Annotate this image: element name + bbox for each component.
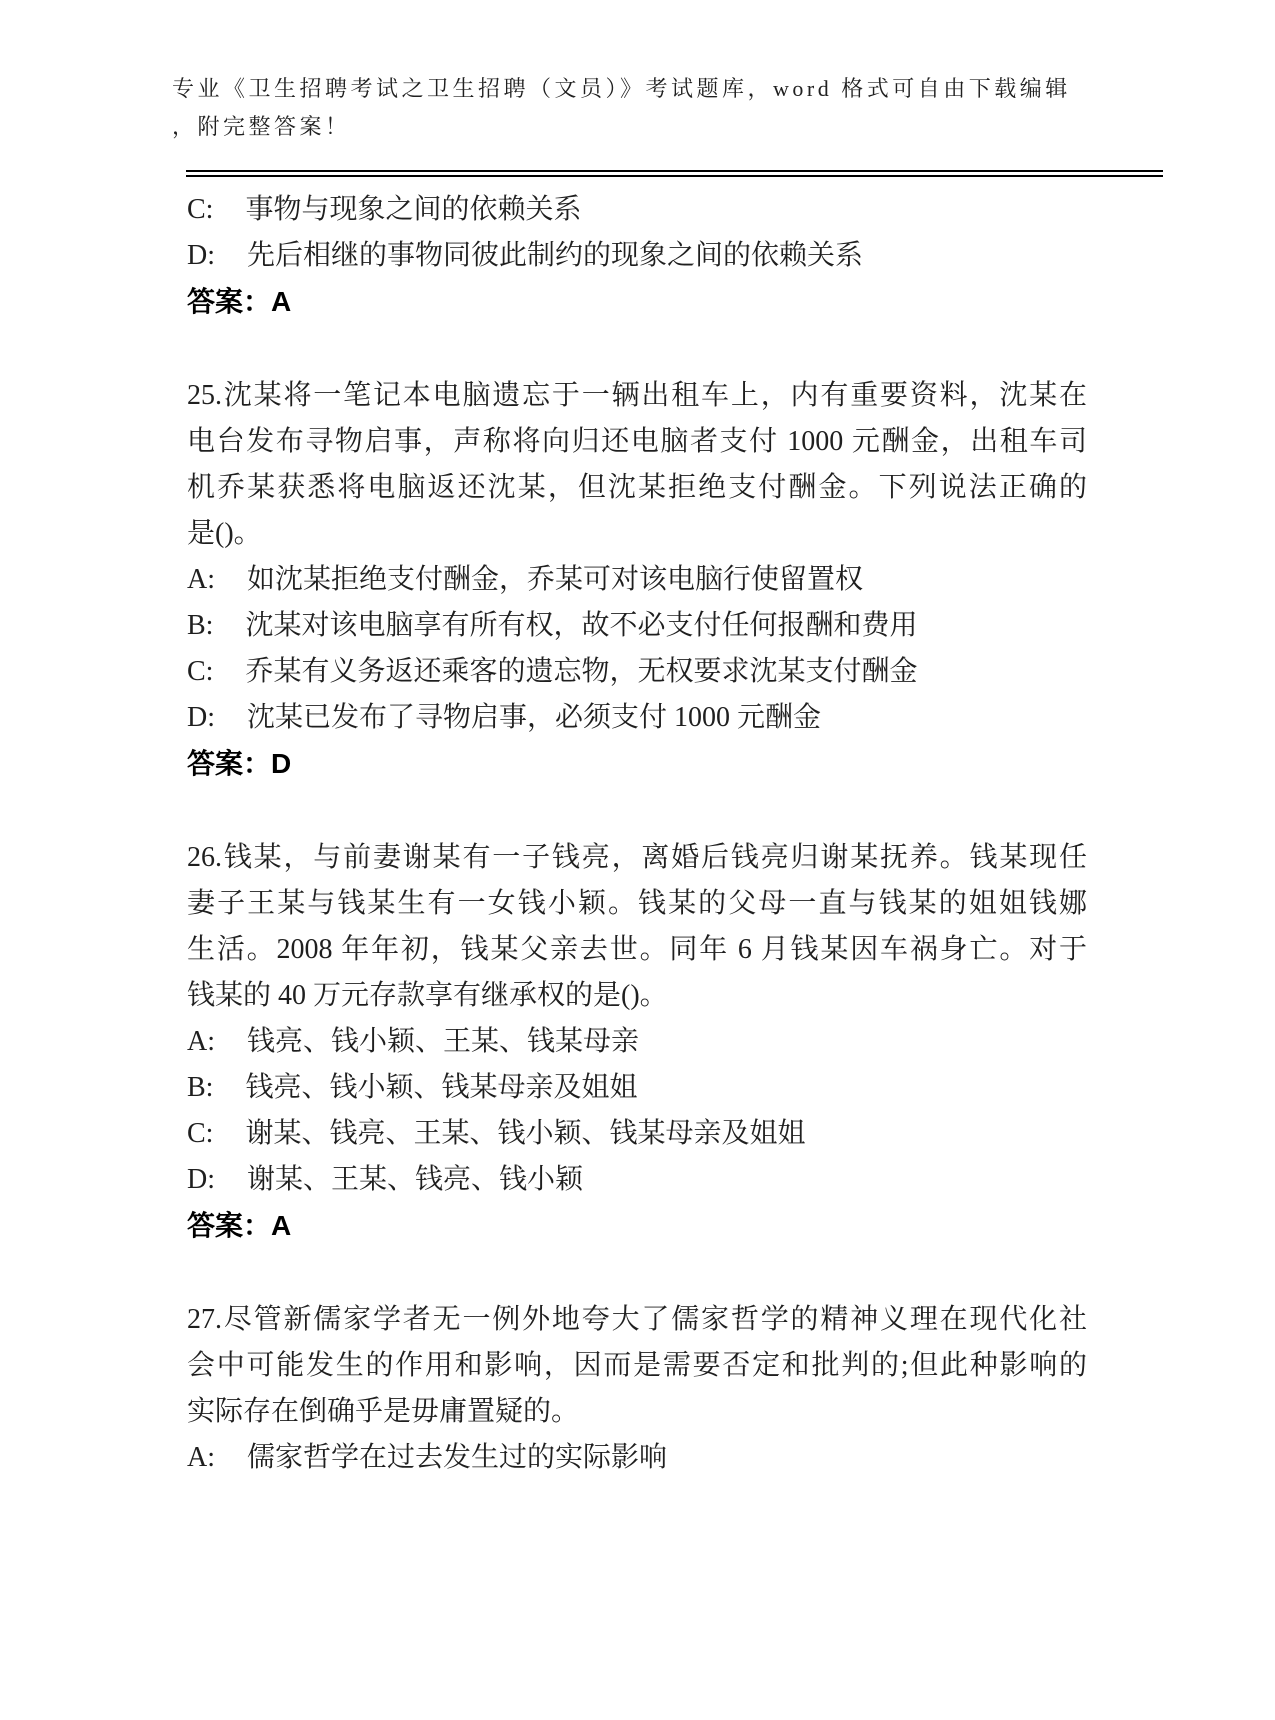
option-text: 沈某已发布了寻物启事，必须支付 1000 元酬金 — [247, 702, 822, 733]
question-line: 会中可能发生的作用和影响，因而是需要否定和批判的;但此种影响的 — [187, 1350, 1087, 1381]
option-label: C: — [187, 194, 214, 225]
question-line: 是()。 — [187, 518, 262, 549]
question-paragraph — [187, 835, 1087, 1019]
option-row — [187, 1019, 1087, 1065]
question-line: 实际存在倒确乎是毋庸置疑的。 — [187, 1396, 580, 1427]
option-text: 沈某对该电脑享有所有权，故不必支付任何报酬和费用 — [245, 610, 918, 641]
option-label: C: — [187, 656, 214, 687]
option-label: B: — [187, 610, 214, 641]
option-label: C: — [187, 1118, 214, 1149]
option-label: D: — [187, 702, 215, 733]
answer-line: 答案：A — [187, 286, 292, 317]
option-text: 事物与现象之间的依赖关系 — [245, 194, 582, 225]
header-text-line-1: 专业《卫生招聘考试之卫生招聘（文员）》考试题库，word 格式可自由下载编辑 — [172, 76, 1071, 101]
answer-line: 答案：D — [187, 748, 292, 779]
option-text: 乔某有义务返还乘客的遗忘物，无权要求沈某支付酬金 — [245, 656, 918, 687]
option-label: A: — [187, 1026, 215, 1057]
option-label: B: — [187, 1072, 214, 1103]
option-label: D: — [187, 240, 215, 271]
option-row — [187, 1157, 1087, 1203]
header-divider — [186, 170, 1163, 177]
question-line: 25.沈某将一笔记本电脑遗忘于一辆出租车上，内有重要资料，沈某在 — [187, 380, 1087, 411]
option-label: A: — [187, 1442, 215, 1473]
question-line: 生活。2008 年年初，钱某父亲去世。同年 6 月钱某因车祸身亡。对于 — [187, 934, 1087, 965]
option-row — [187, 187, 1087, 233]
question-line: 电台发布寻物启事，声称将向归还电脑者支付 1000 元酬金，出租车司 — [187, 426, 1087, 457]
option-text: 先后相继的事物同彼此制约的现象之间的依赖关系 — [247, 240, 864, 271]
option-row — [187, 603, 1087, 649]
option-text: 谢某、钱亮、王某、钱小颖、钱某母亲及姐姐 — [245, 1118, 806, 1149]
option-text: 儒家哲学在过去发生过的实际影响 — [247, 1442, 668, 1473]
option-row — [187, 649, 1087, 695]
question-line: 机乔某获悉将电脑返还沈某，但沈某拒绝支付酬金。下列说法正确的 — [187, 472, 1087, 503]
question-line: 钱某的 40 万元存款享有继承权的是()。 — [187, 980, 668, 1011]
question-paragraph — [187, 373, 1087, 557]
option-row — [187, 1435, 1087, 1481]
document-body — [187, 177, 1087, 1481]
header-text-line-2: ，附完整答案！ — [172, 114, 351, 139]
option-text: 如沈某拒绝支付酬金，乔某可对该电脑行使留置权 — [247, 564, 864, 595]
option-row — [187, 695, 1087, 741]
option-row — [187, 557, 1087, 603]
option-row — [187, 233, 1087, 279]
question-line: 妻子王某与钱某生有一女钱小颖。钱某的父母一直与钱某的姐姐钱娜 — [187, 888, 1087, 919]
answer-line: 答案：A — [187, 1210, 292, 1241]
option-text: 钱亮、钱小颖、钱某母亲及姐姐 — [245, 1072, 638, 1103]
option-label: D: — [187, 1164, 215, 1195]
page-header — [172, 70, 1275, 177]
document-page — [0, 70, 1275, 1720]
option-label: A: — [187, 564, 215, 595]
question-line: 26.钱某，与前妻谢某有一子钱亮，离婚后钱亮归谢某抚养。钱某现任 — [187, 842, 1087, 873]
question-paragraph — [187, 1297, 1087, 1435]
option-text: 谢某、王某、钱亮、钱小颖 — [247, 1164, 584, 1195]
option-row — [187, 1111, 1087, 1157]
question-line: 27.尽管新儒家学者无一例外地夸大了儒家哲学的精神义理在现代化社 — [187, 1304, 1087, 1335]
option-row — [187, 1065, 1087, 1111]
option-text: 钱亮、钱小颖、王某、钱某母亲 — [247, 1026, 640, 1057]
